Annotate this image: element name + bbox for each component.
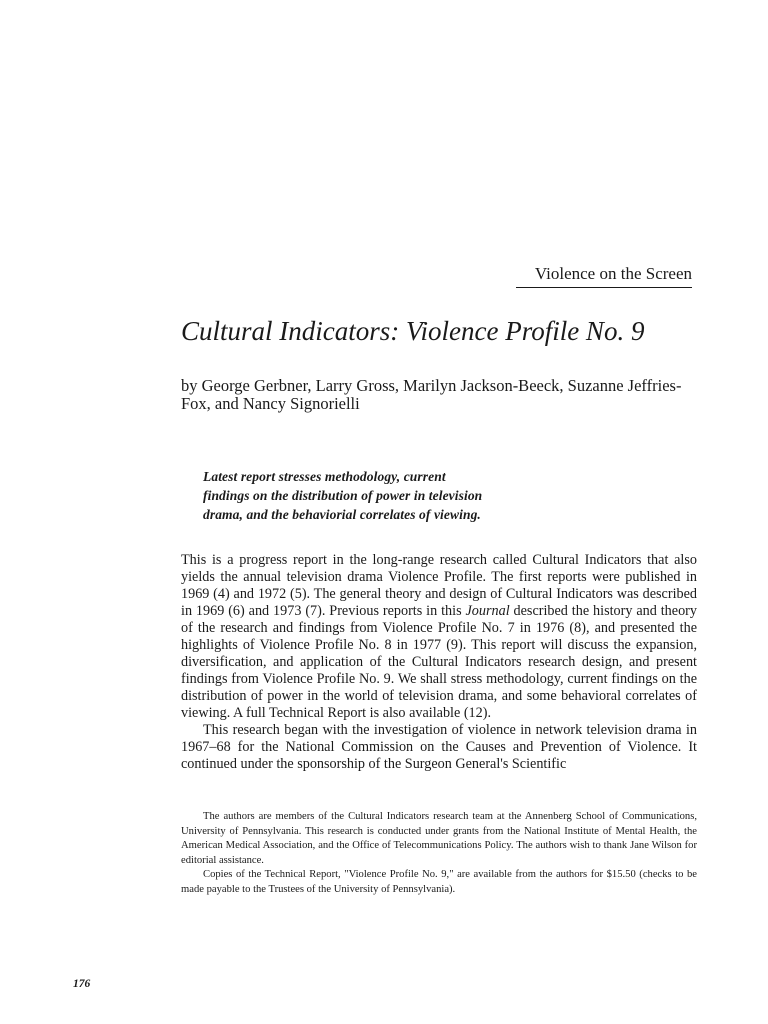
body-paragraph-1-text-b: described the history and theory of the research and findings from Violence Profile No. 7 in 1976 (8), and presented the highlights of Violence Profile No. 8 in 1977 (9). This report will discuss the expansion, diversification, and application of the Cultural Indicators research design, and present findings from Violence Profile No. 9. We shall stress methodology, current findings on the distribution of power in the world of television drama, and some behavioral correlates of viewing. A full Technical Report is also available (12). [181,603,697,721]
article-body [181,552,697,773]
author-byline: by George Gerbner, Larry Gross, Marilyn Jackson-Beeck, Suzanne Jeffries-Fox, and Nancy Signorielli [181,376,682,413]
article-abstract: Latest report stresses methodology, current findings on the distribution of power in television drama, and the behaviorial correlates of viewing. [203,469,483,522]
footnote-technical-report: Copies of the Technical Report, "Violence Profile No. 9," are available from the authors for $15.50 (checks to be made payable to the Trustees of the University of Pennsylvania). [181,869,697,895]
body-paragraph-2: This research began with the investigation of violence in network television drama in 1967–68 for the National Commission on the Causes and Prevention of Violence. It continued under the sponsorship of the Surgeon General's Scientific [181,722,697,772]
page-number: 176 [73,978,91,990]
footnote-block [181,810,697,897]
footnote-authors: The authors are members of the Cultural Indicators research team at the Annenberg School of Communications, University of Pennsylvania. This research is conducted under grants from the National Institute of Mental Health, the American Medical Association, and the Office of Telecommunications Policy. The authors wish to thank Jane Wilson for editorial assistance. [181,811,697,866]
article-title: Cultural Indicators: Violence Profile No. 9 [181,316,645,346]
journal-name: Journal [465,603,510,619]
body-paragraph-1 [181,552,697,722]
section-heading: Violence on the Screen [516,264,692,288]
body-paragraph-1-text-a: This is a progress report in the long-range research called Cultural Indicators that also yields the annual television drama Violence Profile. The first reports were published in 1969 (4) and 1972 (5). The general theory and design of Cultural Indicators was described in 1969 (6) and 1973 (7). Previous reports in this [181,552,697,619]
